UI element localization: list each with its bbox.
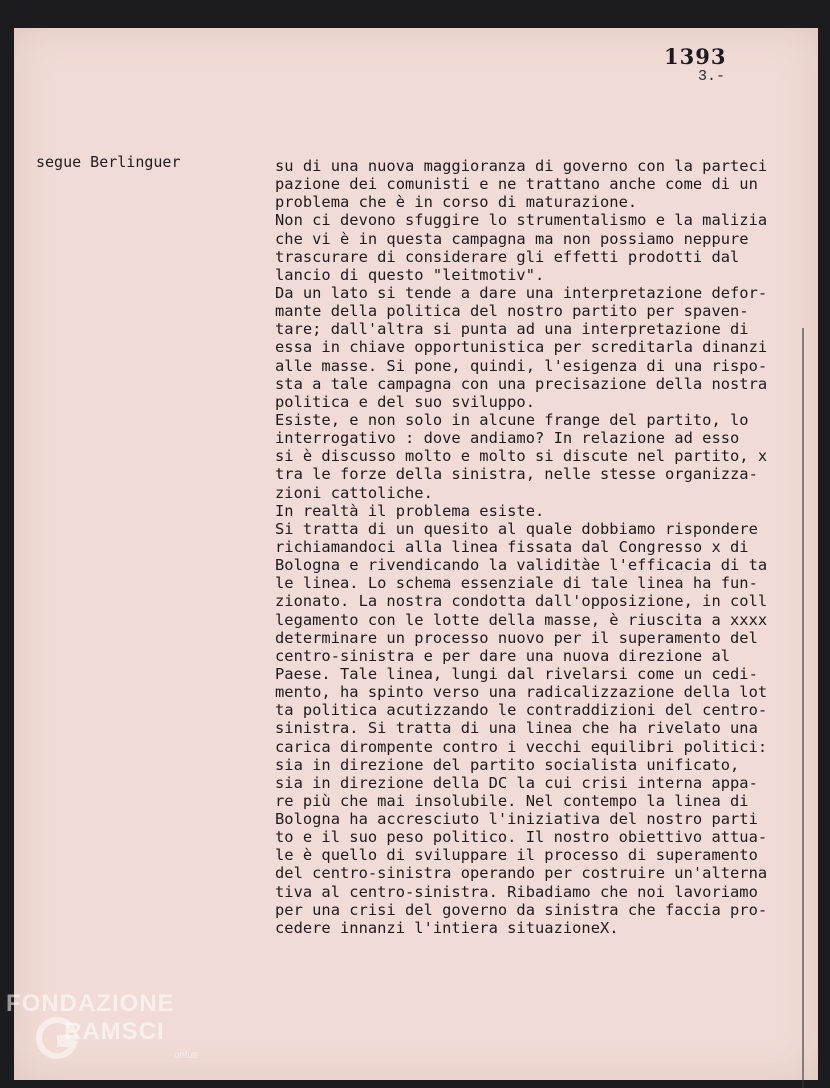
text-line: legamento con le lotte della masse, è riuscita a xxxx	[275, 610, 768, 629]
text-line: cedere innanzi l'intiera situazioneX.	[275, 918, 619, 937]
text-line: per una crisi del governo da sinistra che faccia pro-	[275, 900, 768, 919]
text-line: richiamandoci alla linea fissata dal Congresso x di	[275, 537, 749, 556]
text-line: interrogativo : dove andiamo? In relazione ad esso	[275, 429, 740, 448]
text-line: sta a tale campagna con una precisazione della nostra	[275, 374, 768, 393]
text-line: sia in direzione della DC la cui crisi interna appa-	[275, 773, 758, 792]
page-edge-shadow	[802, 328, 804, 1088]
text-line: mento, ha spinto verso una radicalizzazione della lot	[275, 683, 768, 702]
sheet-number: 3.-	[698, 68, 726, 85]
text-line: le è quello di sviluppare il processo di superamento	[275, 846, 758, 865]
speaker-label: segue Berlinguer	[36, 153, 181, 171]
text-line: Da un lato si tende a dare una interpretazione defor-	[275, 283, 768, 302]
text-line: alle masse. Si pone, quindi, l'esigenza di una rispo-	[275, 356, 768, 375]
text-line: Si tratta di un quesito al quale dobbiamo rispondere	[275, 519, 758, 538]
text-line: determinare un processo nuovo per il superamento del	[275, 628, 758, 647]
text-line: carica dirompente contro i vecchi equilibri politici:	[275, 737, 768, 756]
text-line: politica e del suo sviluppo.	[275, 392, 536, 411]
text-line: pazione dei comunisti e ne trattano anche come di un	[275, 175, 758, 194]
archive-watermark	[6, 990, 206, 1080]
text-line: Esiste, e non solo in alcune frange del partito, lo	[275, 410, 749, 429]
text-line: Non ci devono sfuggire lo strumentalismo e la malizia	[275, 211, 768, 230]
text-line: si è discusso molto e molto si discute nel partito, x	[275, 447, 768, 466]
watermark-line-1: FONDAZIONE	[6, 990, 175, 1017]
text-line: del centro-sinistra operando per costruire un'alterna	[275, 864, 768, 883]
text-line: tare; dall'altra si punta ad una interpretazione di	[275, 320, 749, 339]
text-line: tiva al centro-sinistra. Ribadiamo che noi lavoriamo	[275, 882, 758, 901]
text-line: le linea. Lo schema essenziale di tale linea ha fun-	[275, 574, 758, 593]
transcript-body	[275, 157, 795, 937]
text-line: essa in chiave opportunistica per screditarla dinanzi	[275, 338, 768, 357]
text-line: In realtà il problema esiste.	[275, 501, 545, 520]
text-line: trascurare di considerare gli effetti prodotti dal	[275, 247, 740, 266]
watermark-line-3: onlus	[174, 1050, 198, 1061]
watermark-line-2: RAMSCI	[64, 1018, 165, 1045]
text-line: lancio di questo "leitmotiv".	[275, 265, 545, 284]
text-line: centro-sinistra e per dare una nuova direzione al	[275, 646, 731, 665]
text-line: Paese. Tale linea, lungi dal rivelarsi come un cedi-	[275, 664, 758, 683]
text-line: che vi è in questa campagna ma non possiamo neppure	[275, 229, 749, 248]
text-line: su di una nuova maggioranza di governo con la parteci	[275, 157, 768, 175]
page-number: 1393	[664, 44, 727, 69]
text-line: Bologna ha accresciuto l'iniziativa del nostro parti	[275, 810, 758, 829]
text-line: tra le forze della sinistra, nelle stesse organizza-	[275, 465, 758, 484]
text-line: mante della politica del nostro partito per spaven-	[275, 302, 749, 321]
text-line: ta politica acutizzando le contraddizioni del centro-	[275, 701, 768, 720]
text-line: zionato. La nostra condotta dall'opposizione, in coll	[275, 592, 768, 611]
text-line: zioni cattoliche.	[275, 483, 433, 502]
text-line: re più che mai insolubile. Nel contempo la linea di	[275, 791, 749, 810]
text-line: to e il suo peso politico. Il nostro obiettivo attua-	[275, 828, 768, 847]
text-line: problema che è in corso di maturazione.	[275, 193, 638, 212]
text-line: Bologna e rivendicando la validitàe l'efficacia di ta	[275, 556, 768, 575]
text-line: sia in direzione del partito socialista unificato,	[275, 755, 740, 774]
text-line: sinistra. Si tratta di una linea che ha rivelato una	[275, 719, 758, 738]
